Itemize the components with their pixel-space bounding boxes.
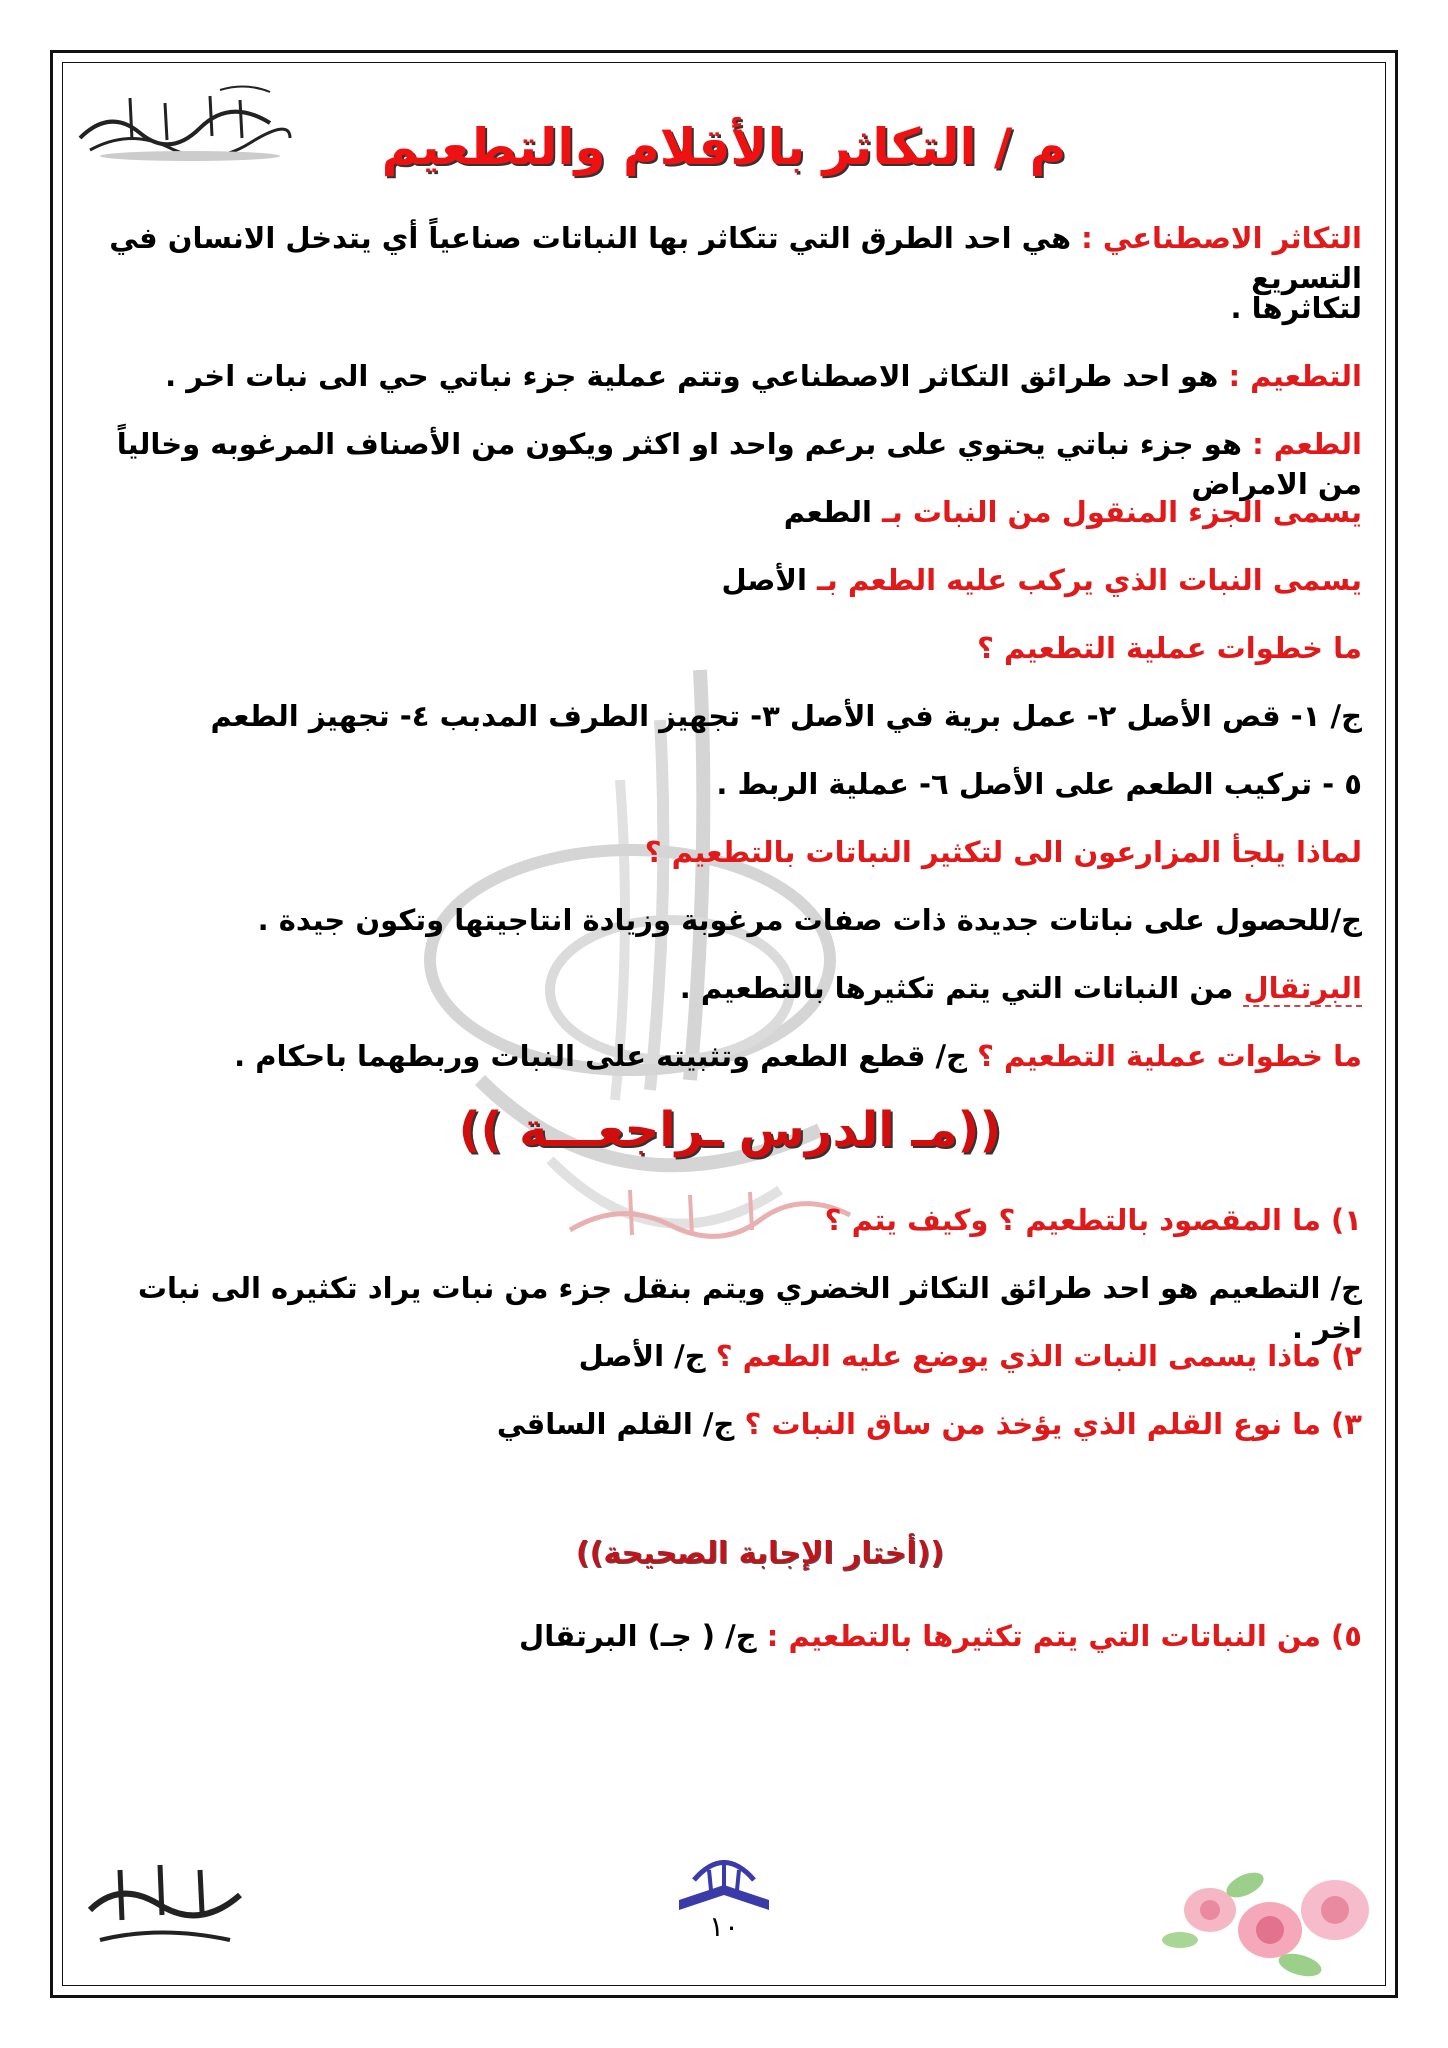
line-8: ج/ ١- قص الأصل ٢- عمل برية في الأصل ٣- تجهيز الطرف المدبب ٤- تجهيز الطعم — [210, 699, 1362, 733]
line-9: ٥ - تركيب الطعم على الأصل ٦- عملية الربط . — [716, 767, 1362, 801]
question-2: ٢) ماذا يسمى النبات الذي يوضع عليه الطعم ؟ ج/ الأصل — [578, 1339, 1362, 1373]
line-10: لماذا يلجأ المزارعون الى لتكثير النباتات بالتطعيم ؟ — [644, 835, 1362, 869]
page-number: ١٠ — [708, 1910, 740, 1943]
steps-line: ما خطوات عملية التطعيم ؟ ج/ قطع الطعم وتثبيته على النبات وربطهما باحكام . — [234, 1039, 1362, 1073]
page-title: م / التكاثر بالأقلام والتطعيم — [381, 118, 1067, 176]
line-1: التكاثر الاصطناعي : هي احد الطرق التي تتكاثر بها النباتات صناعياً أي يتدخل الانسان في التسريع — [109, 221, 1362, 295]
line-6: يسمى النبات الذي يركب عليه الطعم بـ الأصل — [721, 563, 1362, 597]
line-3: التطعيم : هو احد طرائق التكاثر الاصطناعي وتتم عملية جزء نباتي حي الى نبات اخر . — [165, 359, 1362, 393]
roses-decoration — [1150, 1840, 1390, 1990]
footer-emblem — [664, 1840, 784, 1920]
line-7: ما خطوات عملية التطعيم ؟ — [977, 631, 1362, 665]
question-1-answer: ج/ التطعيم هو احد طرائق التكاثر الخضري ويتم بنقل جزء من نبات يراد تكثيره الى نبات اخر . — [137, 1271, 1362, 1345]
question-1: ١) ما المقصود بالتطعيم ؟ وكيف يتم ؟ — [824, 1203, 1362, 1237]
answer-5: ٥) من النباتات التي يتم تكثيرها بالتطعيم : ج/ ( جـ) البرتقال — [519, 1619, 1362, 1653]
choose-title: ((أختار الإجابة الصحيحة)) — [575, 1536, 945, 1571]
line-4: الطعم : هو جزء نباتي يحتوي على برعم واحد او اكثر ويكون من الأصناف المرغوبه وخالياً من الامراض — [116, 427, 1362, 501]
line-2: لتكاثرها . — [1230, 291, 1362, 325]
line-5: يسمى الجزء المنقول من النبات بـ الطعم — [783, 495, 1362, 529]
footer-signature-logo — [80, 1850, 250, 1960]
question-3: ٣) ما نوع القلم الذي يؤخذ من ساق النبات ؟ ج/ القلم الساقي — [496, 1407, 1362, 1441]
orange-line: البرتقال من النباتات التي يتم تكثيرها بالتطعيم . — [679, 971, 1362, 1005]
review-title: ((مـ الدرس ـراجعـــة )) — [458, 1102, 1002, 1158]
line-11: ج/للحصول على نباتات جديدة ذات صفات مرغوبة وزيادة انتاجيتها وتكون جيدة . — [257, 903, 1362, 937]
